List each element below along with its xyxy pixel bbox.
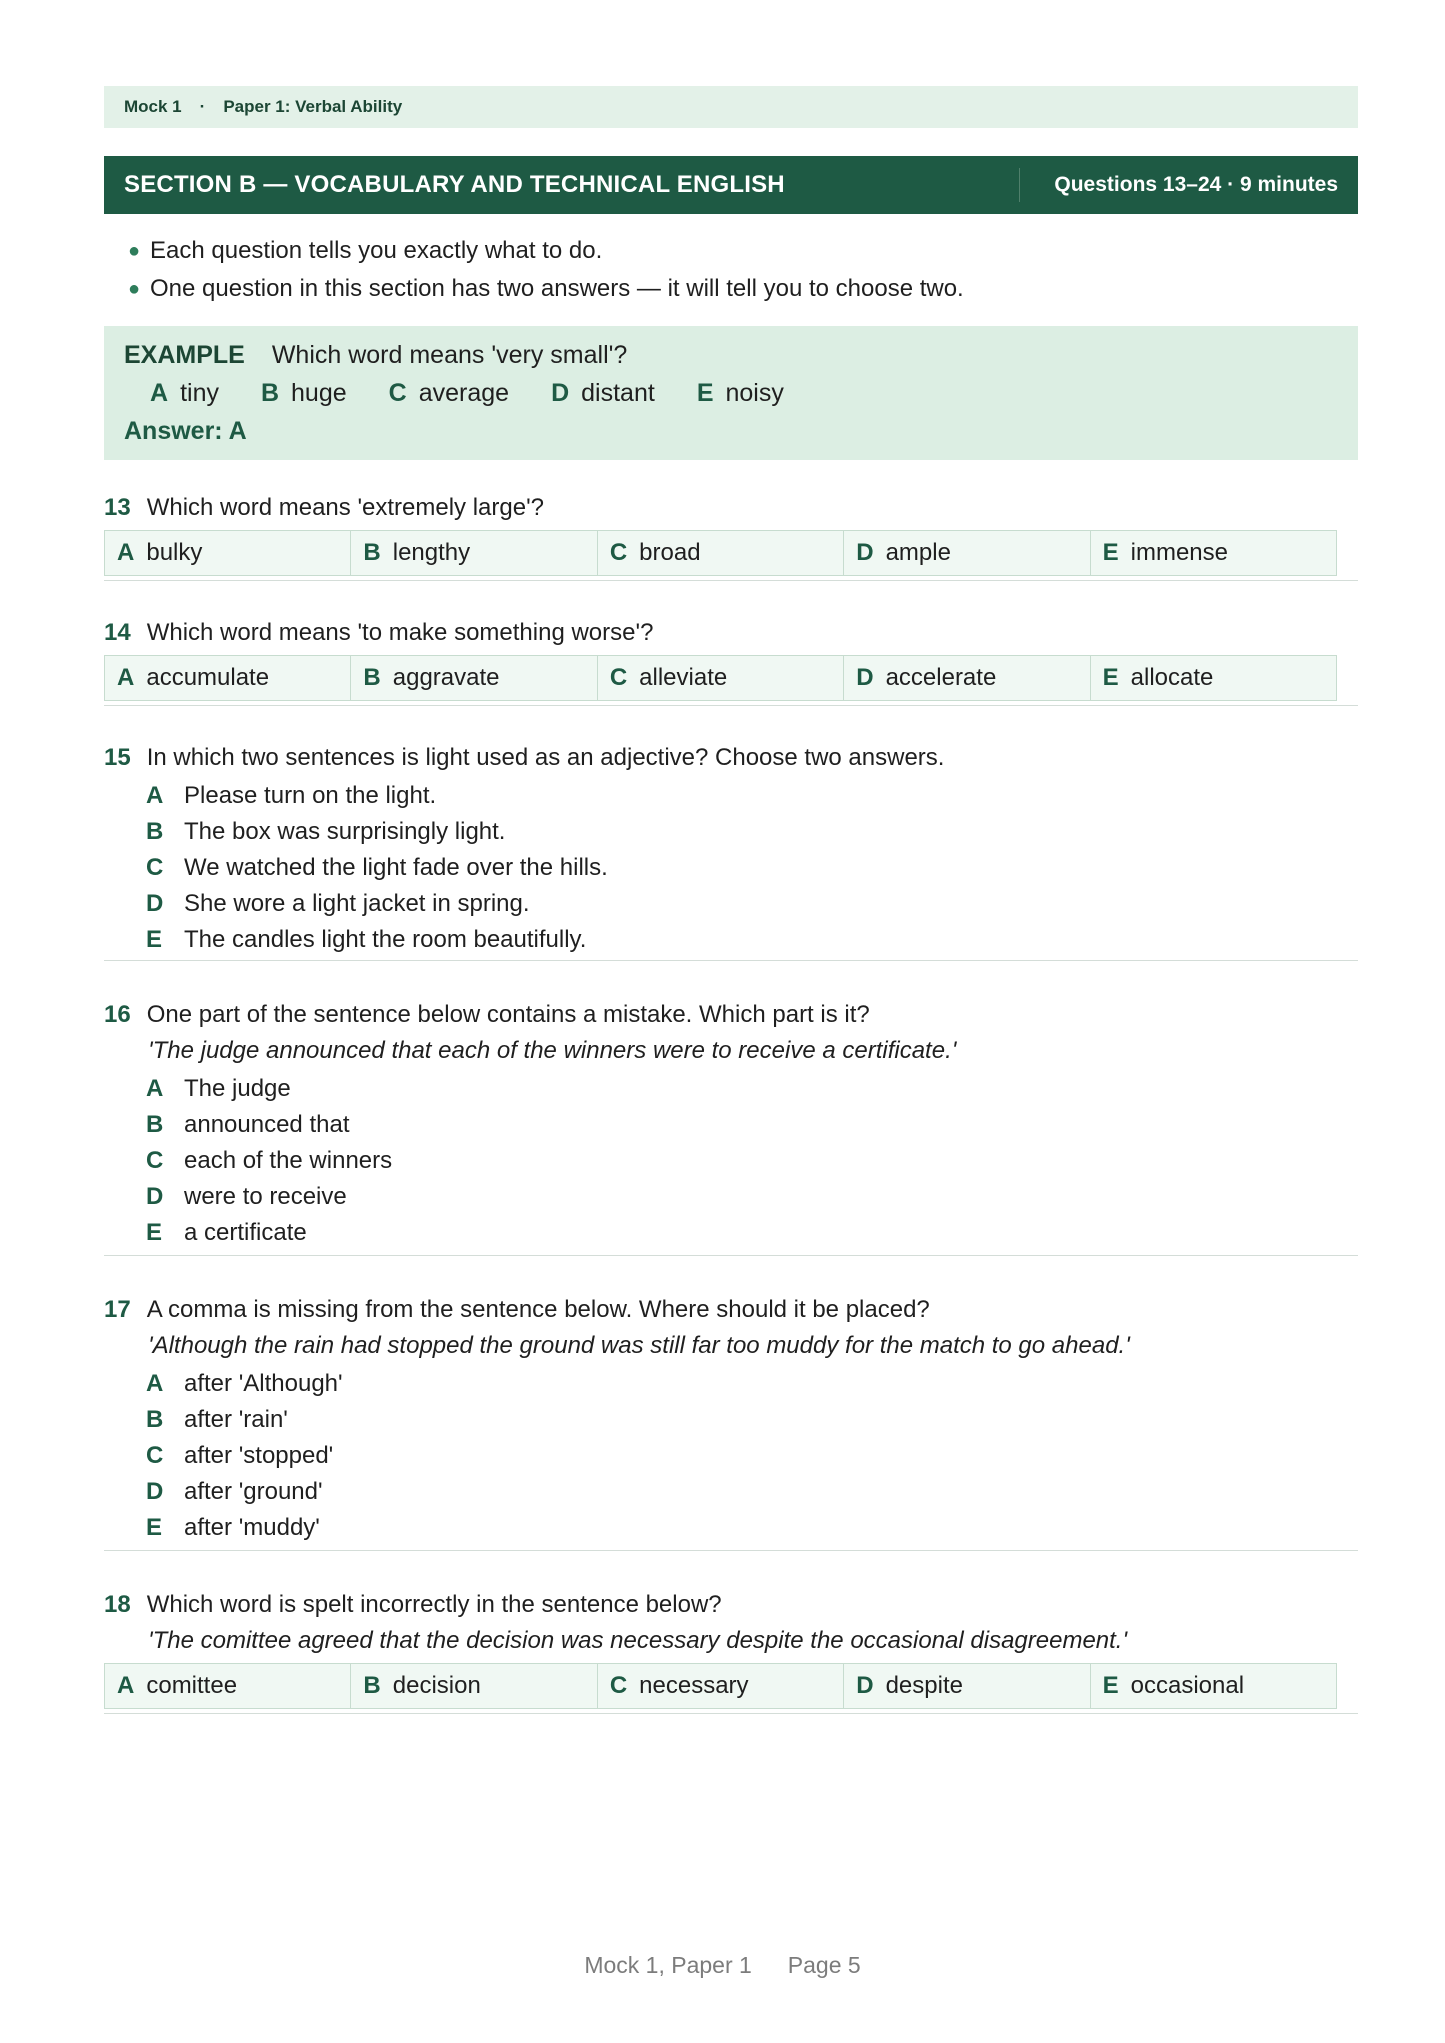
bullet-icon: ●: [128, 240, 141, 262]
option-list: [104, 1366, 1358, 1546]
option-letter: C: [609, 539, 628, 566]
instructions: [104, 232, 1358, 308]
question-15: [104, 740, 1358, 961]
option-e[interactable]: [1091, 531, 1336, 575]
option-d[interactable]: [146, 1179, 1358, 1215]
option-letter: E: [1102, 539, 1119, 566]
quoted-sentence: 'The comittee agreed that the decision was necessary despite the occasional disagreement.': [148, 1627, 1128, 1654]
option-letter: C: [146, 854, 164, 881]
option-letter: D: [551, 379, 570, 407]
option-letter: D: [856, 539, 874, 566]
option-text: decision: [392, 1672, 481, 1699]
option-d[interactable]: [844, 531, 1090, 575]
question-text: One part of the sentence below contains a mistake. Which part is it?: [146, 1001, 870, 1028]
option-text: each of the winners: [184, 1147, 393, 1174]
option-text: accelerate: [885, 664, 997, 691]
option-b[interactable]: [146, 814, 1358, 850]
question-number: 18: [104, 1591, 131, 1618]
option-text: Please turn on the light.: [184, 782, 437, 809]
option-list: [104, 778, 1358, 958]
section-meta: Questions 13–24 · 9 minutes: [1019, 168, 1358, 202]
option-e[interactable]: [1091, 656, 1336, 700]
question-stem: [104, 740, 1358, 776]
option-letter: A: [117, 539, 135, 566]
option-c[interactable]: [598, 531, 844, 575]
exam-page: [104, 86, 1358, 1714]
option-letter: C: [609, 1672, 628, 1699]
option-b[interactable]: [351, 1664, 597, 1708]
example-option: [150, 374, 219, 412]
question-text: A comma is missing from the sentence below. Where should it be placed?: [146, 1296, 930, 1323]
option-letter: A: [146, 1370, 164, 1397]
option-e[interactable]: [146, 922, 1358, 958]
option-b[interactable]: [146, 1107, 1358, 1143]
option-b[interactable]: [351, 656, 597, 700]
example-option: [697, 374, 784, 412]
option-letter: D: [146, 890, 164, 917]
option-c[interactable]: [146, 1438, 1358, 1474]
option-letter: A: [146, 782, 164, 809]
section-title: SECTION B — VOCABULARY AND TECHNICAL ENGLISH: [124, 171, 785, 198]
question-number: 13: [104, 494, 131, 521]
example-box: [104, 326, 1358, 460]
option-a[interactable]: [146, 1071, 1358, 1107]
option-letter: B: [146, 818, 164, 845]
option-a[interactable]: [146, 778, 1358, 814]
option-letter: E: [1102, 664, 1119, 691]
option-text: allocate: [1130, 664, 1214, 691]
question-17: [104, 1292, 1358, 1551]
example-answer: Answer: A: [124, 417, 247, 445]
option-letter: E: [696, 379, 714, 407]
page-number: Page 5: [787, 1952, 861, 1978]
option-text: accumulate: [146, 664, 270, 691]
option-letter: A: [150, 379, 169, 407]
option-text: broad: [639, 539, 701, 566]
question-16: [104, 997, 1358, 1256]
example-question-row: [124, 336, 1338, 374]
quoted-sentence: 'Although the rain had stopped the ground was still far too muddy for the match to go ahead.': [148, 1332, 1130, 1359]
instruction-item: [128, 270, 1358, 308]
example-option: [551, 374, 655, 412]
option-text: bulky: [146, 539, 203, 566]
option-text: She wore a light jacket in spring.: [184, 890, 530, 917]
option-e[interactable]: [146, 1510, 1358, 1546]
option-d[interactable]: [146, 886, 1358, 922]
section-banner: [104, 156, 1358, 214]
option-text: We watched the light fade over the hills.: [184, 854, 608, 881]
option-letter: C: [146, 1147, 164, 1174]
option-d[interactable]: [146, 1474, 1358, 1510]
example-question: Which word means 'very small'?: [271, 341, 628, 369]
option-letter: C: [146, 1442, 164, 1469]
option-text: average: [418, 379, 510, 407]
footer-paper: Mock 1, Paper 1: [584, 1952, 752, 1978]
option-grid: [104, 655, 1337, 701]
instruction-item: [128, 232, 1358, 270]
option-text: despite: [885, 1672, 963, 1699]
example-option: [261, 374, 347, 412]
header-separator: ·: [199, 97, 206, 116]
option-letter: B: [363, 1672, 381, 1699]
running-header: [104, 86, 1358, 128]
option-text: The judge: [184, 1075, 291, 1102]
quoted-sentence: 'The judge announced that each of the winners were to receive a certificate.': [148, 1037, 957, 1064]
option-letter: E: [146, 1514, 163, 1541]
option-text: after 'Although': [184, 1370, 343, 1397]
instruction-text: Each question tells you exactly what to do.: [150, 237, 603, 264]
header-paper: Paper 1: Verbal Ability: [223, 97, 403, 116]
page-footer: [0, 1952, 1445, 1979]
question-stem: [104, 1292, 1358, 1328]
question-text: Which word is spelt incorrectly in the sentence below?: [146, 1591, 722, 1618]
option-letter: B: [363, 539, 381, 566]
question-number: 14: [104, 619, 131, 646]
option-c[interactable]: [146, 1143, 1358, 1179]
question-stem: [104, 997, 1358, 1033]
option-letter: D: [856, 664, 874, 691]
option-grid: [104, 1663, 1337, 1709]
option-text: after 'ground': [184, 1478, 323, 1505]
option-a[interactable]: [105, 656, 351, 700]
option-text: immense: [1130, 539, 1228, 566]
header-mock: Mock 1: [124, 97, 182, 116]
question-text: Which word means 'extremely large'?: [146, 494, 545, 521]
option-a[interactable]: [105, 1664, 351, 1708]
option-e[interactable]: [146, 1215, 1358, 1251]
option-text: a certificate: [184, 1219, 307, 1246]
question-stem: [104, 615, 1358, 651]
option-c[interactable]: [146, 850, 1358, 886]
option-text: tiny: [180, 379, 219, 407]
option-text: The candles light the room beautifully.: [184, 926, 587, 953]
option-letter: C: [609, 664, 628, 691]
option-d[interactable]: [844, 1664, 1090, 1708]
question-number: 16: [104, 1001, 131, 1028]
option-text: huge: [291, 379, 347, 407]
option-grid: [104, 530, 1337, 576]
option-b[interactable]: [146, 1402, 1358, 1438]
option-text: were to receive: [184, 1183, 347, 1210]
option-letter: E: [146, 1219, 163, 1246]
option-text: after 'stopped': [184, 1442, 334, 1469]
option-letter: A: [146, 1075, 164, 1102]
option-text: occasional: [1130, 1672, 1245, 1699]
question-stem: [104, 1587, 1358, 1623]
option-text: lengthy: [392, 539, 471, 566]
option-letter: D: [146, 1478, 164, 1505]
option-letter: A: [117, 664, 135, 691]
option-e[interactable]: [1091, 1664, 1336, 1708]
option-a[interactable]: [146, 1366, 1358, 1402]
question-number: 17: [104, 1296, 131, 1323]
option-letter: B: [260, 379, 280, 407]
option-text: alleviate: [639, 664, 728, 691]
option-letter: D: [146, 1183, 164, 1210]
option-letter: D: [856, 1672, 874, 1699]
question-14: [104, 615, 1358, 706]
question-text: In which two sentences is light used as an adjective? Choose two answers.: [146, 744, 945, 771]
option-letter: B: [146, 1111, 164, 1138]
instruction-text: One question in this section has two answers — it will tell you to choose two.: [150, 275, 964, 302]
example-options: [124, 374, 1338, 412]
question-text: Which word means 'to make something worse'?: [146, 619, 654, 646]
option-d[interactable]: [844, 656, 1090, 700]
question-18: [104, 1587, 1358, 1714]
option-letter: B: [146, 1406, 164, 1433]
option-text: ample: [885, 539, 951, 566]
option-a[interactable]: [105, 531, 351, 575]
option-letter: B: [363, 664, 381, 691]
example-tag: EXAMPLE: [124, 341, 245, 369]
question-13: [104, 490, 1358, 581]
option-text: noisy: [725, 379, 784, 407]
option-text: after 'muddy': [184, 1514, 320, 1541]
option-text: comittee: [146, 1672, 238, 1699]
option-c[interactable]: [598, 656, 844, 700]
option-letter: E: [146, 926, 163, 953]
option-letter: E: [1102, 1672, 1119, 1699]
option-text: necessary: [639, 1672, 749, 1699]
option-list: [104, 1071, 1358, 1251]
option-c[interactable]: [598, 1664, 844, 1708]
option-text: The box was surprisingly light.: [184, 818, 506, 845]
question-number: 15: [104, 744, 131, 771]
option-text: after 'rain': [184, 1406, 288, 1433]
question-stem: [104, 490, 1358, 526]
bullet-icon: ●: [128, 278, 141, 300]
option-letter: C: [388, 379, 407, 407]
option-text: distant: [581, 379, 655, 407]
option-text: announced that: [184, 1111, 350, 1138]
option-text: aggravate: [392, 664, 500, 691]
example-option: [389, 374, 509, 412]
option-letter: A: [117, 1672, 135, 1699]
option-b[interactable]: [351, 531, 597, 575]
